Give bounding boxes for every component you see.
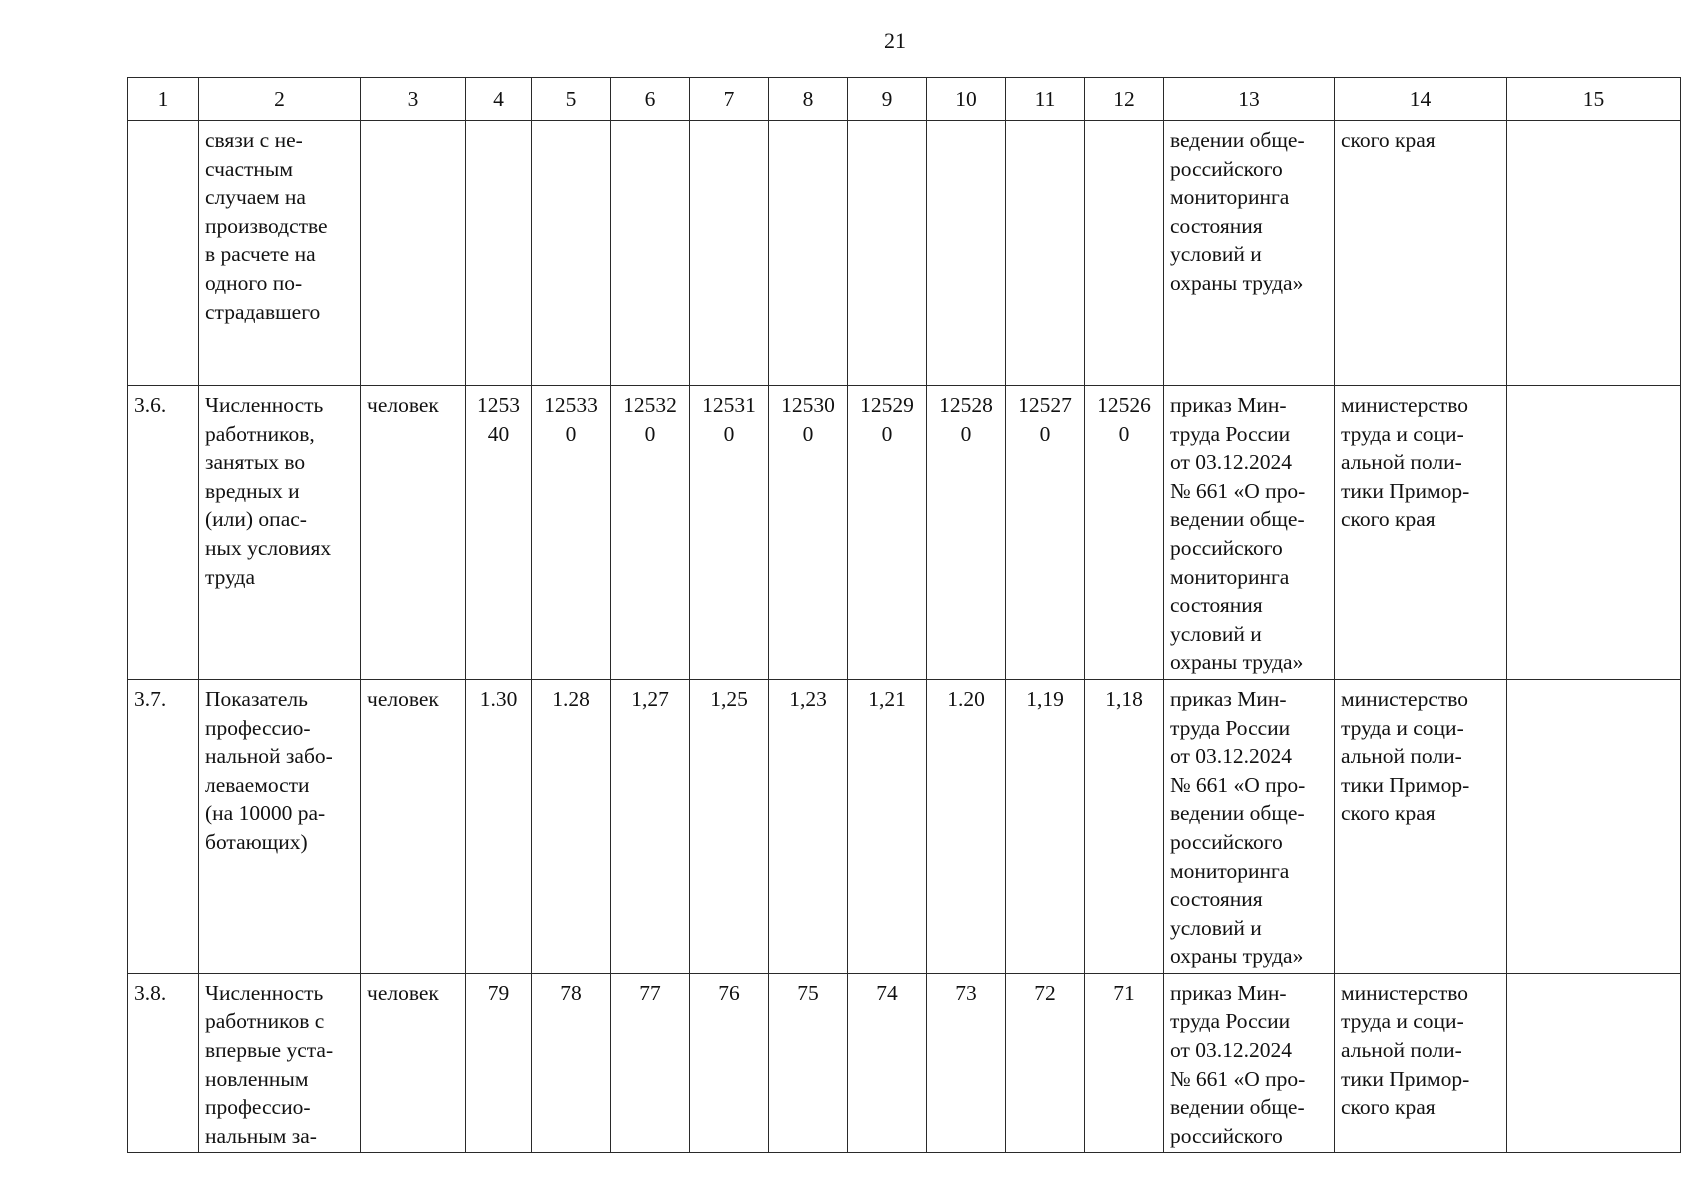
column-header: 15: [1507, 78, 1681, 121]
value-cell: 1.28: [532, 679, 611, 973]
note-cell: [1507, 973, 1681, 1153]
column-header: 1: [128, 78, 199, 121]
indicator-name-cell: Численность работников, занятых во вредных и (или) опас- ных условиях труда: [199, 386, 361, 680]
column-header: 10: [927, 78, 1006, 121]
data-table: [127, 77, 1681, 1153]
value-cell: 78: [532, 973, 611, 1153]
column-header: 2: [199, 78, 361, 121]
value-cell: 12529 0: [848, 386, 927, 680]
responsible-cell: министерство труда и соци- альной поли- тики Примор- ского края: [1335, 973, 1507, 1153]
value-cell: 77: [611, 973, 690, 1153]
row-number-cell: 3.7.: [128, 679, 199, 973]
source-document-cell: приказ Мин- труда России от 03.12.2024 № 661 «О про- ведении обще- российского: [1164, 973, 1335, 1153]
column-header: 12: [1085, 78, 1164, 121]
row-number-cell: 3.6.: [128, 386, 199, 680]
value-cell: [532, 121, 611, 386]
column-header: 4: [466, 78, 532, 121]
column-header: 14: [1335, 78, 1507, 121]
row-number-cell: 3.8.: [128, 973, 199, 1153]
value-cell: [690, 121, 769, 386]
unit-cell: человек: [361, 386, 466, 680]
value-cell: 12533 0: [532, 386, 611, 680]
value-cell: 12528 0: [927, 386, 1006, 680]
value-cell: 1,19: [1006, 679, 1085, 973]
value-cell: 1253 40: [466, 386, 532, 680]
value-cell: 12531 0: [690, 386, 769, 680]
unit-cell: человек: [361, 679, 466, 973]
source-document-cell: приказ Мин- труда России от 03.12.2024 № 661 «О про- ведении обще- российского мониторинга состояния условий и охраны труда»: [1164, 386, 1335, 680]
value-cell: 79: [466, 973, 532, 1153]
note-cell: [1507, 679, 1681, 973]
column-header: 11: [1006, 78, 1085, 121]
responsible-cell: министерство труда и соци- альной поли- тики Примор- ского края: [1335, 386, 1507, 680]
column-header: 6: [611, 78, 690, 121]
value-cell: [769, 121, 848, 386]
value-cell: 1,27: [611, 679, 690, 973]
row-number-cell: [128, 121, 199, 386]
table-row: [128, 121, 1681, 386]
value-cell: [1085, 121, 1164, 386]
responsible-cell: министерство труда и соци- альной поли- тики Примор- ского края: [1335, 679, 1507, 973]
value-cell: 72: [1006, 973, 1085, 1153]
source-document-cell: ведении обще- российского мониторинга состояния условий и охраны труда»: [1164, 121, 1335, 386]
column-header: 7: [690, 78, 769, 121]
value-cell: 12532 0: [611, 386, 690, 680]
value-cell: 1.20: [927, 679, 1006, 973]
value-cell: [466, 121, 532, 386]
source-document-cell: приказ Мин- труда России от 03.12.2024 № 661 «О про- ведении обще- российского мониторинга состояния условий и охраны труда»: [1164, 679, 1335, 973]
page-number: 21: [884, 28, 906, 53]
unit-cell: [361, 121, 466, 386]
value-cell: 74: [848, 973, 927, 1153]
indicator-name-cell: связи с не- счастным случаем на производстве в расчете на одного по- страдавшего: [199, 121, 361, 386]
table-header-row: [128, 78, 1681, 121]
table-row: [128, 679, 1681, 973]
value-cell: 73: [927, 973, 1006, 1153]
value-cell: 12526 0: [1085, 386, 1164, 680]
value-cell: 12527 0: [1006, 386, 1085, 680]
value-cell: [1006, 121, 1085, 386]
note-cell: [1507, 121, 1681, 386]
value-cell: [848, 121, 927, 386]
column-header: 3: [361, 78, 466, 121]
value-cell: 1,25: [690, 679, 769, 973]
value-cell: 75: [769, 973, 848, 1153]
value-cell: 1,21: [848, 679, 927, 973]
column-header: 8: [769, 78, 848, 121]
responsible-cell: ского края: [1335, 121, 1507, 386]
indicator-name-cell: Численность работников с впервые уста- новленным профессио- нальным за-: [199, 973, 361, 1153]
column-header: 13: [1164, 78, 1335, 121]
value-cell: 1,18: [1085, 679, 1164, 973]
column-header: 9: [848, 78, 927, 121]
table-row: [128, 386, 1681, 680]
value-cell: 1.30: [466, 679, 532, 973]
value-cell: 12530 0: [769, 386, 848, 680]
value-cell: 1,23: [769, 679, 848, 973]
value-cell: 71: [1085, 973, 1164, 1153]
indicator-name-cell: Показатель профессио- нальной забо- леваемости (на 10000 ра- ботающих): [199, 679, 361, 973]
column-header: 5: [532, 78, 611, 121]
note-cell: [1507, 386, 1681, 680]
table-row: [128, 973, 1681, 1153]
value-cell: [927, 121, 1006, 386]
value-cell: [611, 121, 690, 386]
unit-cell: человек: [361, 973, 466, 1153]
value-cell: 76: [690, 973, 769, 1153]
